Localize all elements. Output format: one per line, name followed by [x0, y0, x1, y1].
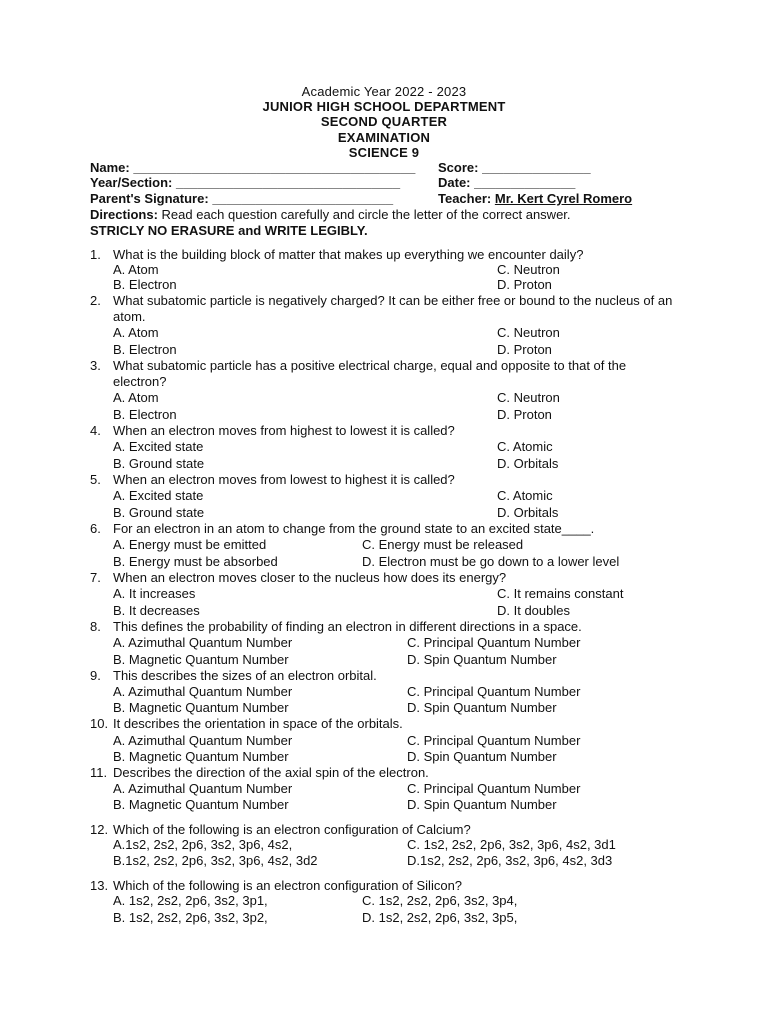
option-b[interactable]: B. Ground state [113, 505, 205, 520]
option-b[interactable]: B. Magnetic Quantum Number [113, 652, 289, 667]
question-text: Which of the following is an electron configuration of Silicon? [113, 878, 463, 893]
question-text: When an electron moves closer to the nucleus how does its energy? [113, 570, 507, 585]
question-text: It describes the orientation in space of the orbitals. [113, 716, 403, 731]
option-a[interactable]: A.1s2, 2s2, 2p6, 3s2, 3p6, 4s2, [113, 837, 293, 852]
option-c[interactable]: C. It remains constant [497, 586, 624, 601]
question-number: 2. [90, 293, 101, 308]
question-number: 1. [90, 247, 101, 262]
question-number: 5. [90, 472, 101, 487]
parent-signature-label: Parent's Signature: [90, 191, 209, 206]
parent-signature-blank[interactable]: _________________________ [212, 191, 394, 206]
score-blank[interactable]: _______________ [482, 160, 591, 175]
question-text: What subatomic particle has a positive electrical charge, equal and opposite to that of the electron? [113, 358, 627, 389]
parent-signature-field[interactable] [90, 191, 393, 206]
question-text: What is the building block of matter that makes up everything we encounter daily? [113, 247, 584, 262]
option-c[interactable]: C. Atomic [497, 488, 553, 503]
date-field[interactable] [438, 175, 575, 190]
question-number: 4. [90, 423, 101, 438]
academic-year: Academic Year 2022 - 2023 [301, 84, 467, 99]
year-section-label: Year/Section: [90, 175, 173, 190]
option-c[interactable]: C. Energy must be released [362, 537, 524, 552]
option-c[interactable]: C. Principal Quantum Number [407, 781, 581, 796]
question-number: 3. [90, 358, 101, 373]
option-d[interactable]: D. Proton [497, 342, 552, 357]
option-d[interactable]: D. Proton [497, 277, 552, 292]
option-a[interactable]: A. Excited state [113, 488, 204, 503]
question-text: This defines the probability of finding an electron in different directions in a space. [113, 619, 582, 634]
option-c[interactable]: C. Atomic [497, 439, 553, 454]
question-text: For an electron in an atom to change from the ground state to an excited state____. [113, 521, 595, 536]
option-d[interactable]: D. Orbitals [497, 505, 559, 520]
option-a[interactable]: A. Atom [113, 262, 159, 277]
option-a[interactable]: A. Excited state [113, 439, 204, 454]
question-number: 7. [90, 570, 101, 585]
question-number: 9. [90, 668, 101, 683]
option-b[interactable]: B. It decreases [113, 603, 200, 618]
option-a[interactable]: A. Azimuthal Quantum Number [113, 781, 293, 796]
option-d[interactable]: D. Spin Quantum Number [407, 652, 557, 667]
question-number: 8. [90, 619, 101, 634]
option-d[interactable]: D. It doubles [497, 603, 570, 618]
subject-title: SCIENCE 9 [348, 145, 420, 160]
option-d[interactable]: D. Orbitals [497, 456, 559, 471]
question-number: 10. [90, 716, 109, 731]
name-blank[interactable]: _______________________________________ [133, 160, 416, 175]
question-number: 13. [90, 878, 109, 893]
question-text: This describes the sizes of an electron orbital. [113, 668, 377, 683]
question-number: 6. [90, 521, 101, 536]
option-b[interactable]: B. Electron [113, 407, 177, 422]
date-blank[interactable]: ______________ [474, 175, 576, 190]
option-b[interactable]: B. 1s2, 2s2, 2p6, 3s2, 3p2, [113, 910, 268, 925]
option-d[interactable]: D. 1s2, 2s2, 2p6, 3s2, 3p5, [362, 910, 518, 925]
question-number: 12. [90, 822, 109, 837]
score-field[interactable] [438, 160, 591, 175]
option-b[interactable]: B. Magnetic Quantum Number [113, 749, 289, 764]
option-a[interactable]: A. Azimuthal Quantum Number [113, 684, 293, 699]
name-field[interactable] [90, 160, 415, 175]
option-c[interactable]: C. Neutron [497, 390, 560, 405]
option-b[interactable]: B. Energy must be absorbed [113, 554, 278, 569]
directions-label: Directions: [90, 207, 158, 222]
option-d[interactable]: D. Proton [497, 407, 552, 422]
option-a[interactable]: A. Azimuthal Quantum Number [113, 733, 293, 748]
option-d[interactable]: D. Spin Quantum Number [407, 797, 557, 812]
option-c[interactable]: C. Principal Quantum Number [407, 684, 581, 699]
option-b[interactable]: B.1s2, 2s2, 2p6, 3s2, 3p6, 4s2, 3d2 [113, 853, 318, 868]
score-label: Score: [438, 160, 479, 175]
quarter-title: SECOND QUARTER [320, 114, 448, 129]
name-label: Name: [90, 160, 130, 175]
question-number: 11. [90, 765, 108, 780]
question-text: What subatomic particle is negatively charged? It can be either free or bound to the nucleus of an atom. [113, 293, 673, 324]
option-c[interactable]: C. 1s2, 2s2, 2p6, 3s2, 3p4, [362, 893, 518, 908]
option-a[interactable]: A. Azimuthal Quantum Number [113, 635, 293, 650]
directions [90, 207, 571, 222]
directions-warning: STRICLY NO ERASURE and WRITE LEGIBLY. [90, 223, 368, 238]
year-section-field[interactable] [90, 175, 400, 190]
date-label: Date: [438, 175, 471, 190]
teacher-label: Teacher: [438, 191, 492, 206]
option-c[interactable]: C. 1s2, 2s2, 2p6, 3s2, 3p6, 4s2, 3d1 [407, 837, 616, 852]
teacher-field [438, 191, 632, 206]
option-c[interactable]: C. Principal Quantum Number [407, 635, 581, 650]
option-b[interactable]: B. Magnetic Quantum Number [113, 700, 289, 715]
question-text: Describes the direction of the axial spin of the electron. [113, 765, 429, 780]
option-b[interactable]: B. Magnetic Quantum Number [113, 797, 289, 812]
question-text: When an electron moves from lowest to highest it is called? [113, 472, 455, 487]
option-d[interactable]: D.1s2, 2s2, 2p6, 3s2, 3p6, 4s2, 3d3 [407, 853, 613, 868]
year-section-blank[interactable]: _______________________________ [176, 175, 401, 190]
option-a[interactable]: A. It increases [113, 586, 196, 601]
option-a[interactable]: A. 1s2, 2s2, 2p6, 3s2, 3p1, [113, 893, 268, 908]
option-a[interactable]: A. Energy must be emitted [113, 537, 267, 552]
option-b[interactable]: B. Electron [113, 277, 177, 292]
option-b[interactable]: B. Electron [113, 342, 177, 357]
option-c[interactable]: C. Neutron [497, 325, 560, 340]
option-d[interactable]: D. Spin Quantum Number [407, 749, 557, 764]
option-d[interactable]: D. Electron must be go down to a lower level [362, 554, 620, 569]
exam-title: EXAMINATION [337, 130, 431, 145]
option-a[interactable]: A. Atom [113, 390, 159, 405]
question-text: When an electron moves from highest to lowest it is called? [113, 423, 455, 438]
option-a[interactable]: A. Atom [113, 325, 159, 340]
directions-text: Read each question carefully and circle the letter of the correct answer. [157, 207, 571, 222]
teacher-name: Mr. Kert Cyrel Romero [494, 191, 633, 206]
option-c[interactable]: C. Principal Quantum Number [407, 733, 581, 748]
option-d[interactable]: D. Spin Quantum Number [407, 700, 557, 715]
option-b[interactable]: B. Ground state [113, 456, 205, 471]
option-c[interactable]: C. Neutron [497, 262, 560, 277]
question-text: Which of the following is an electron configuration of Calcium? [113, 822, 471, 837]
department-title: JUNIOR HIGH SCHOOL DEPARTMENT [262, 99, 506, 114]
